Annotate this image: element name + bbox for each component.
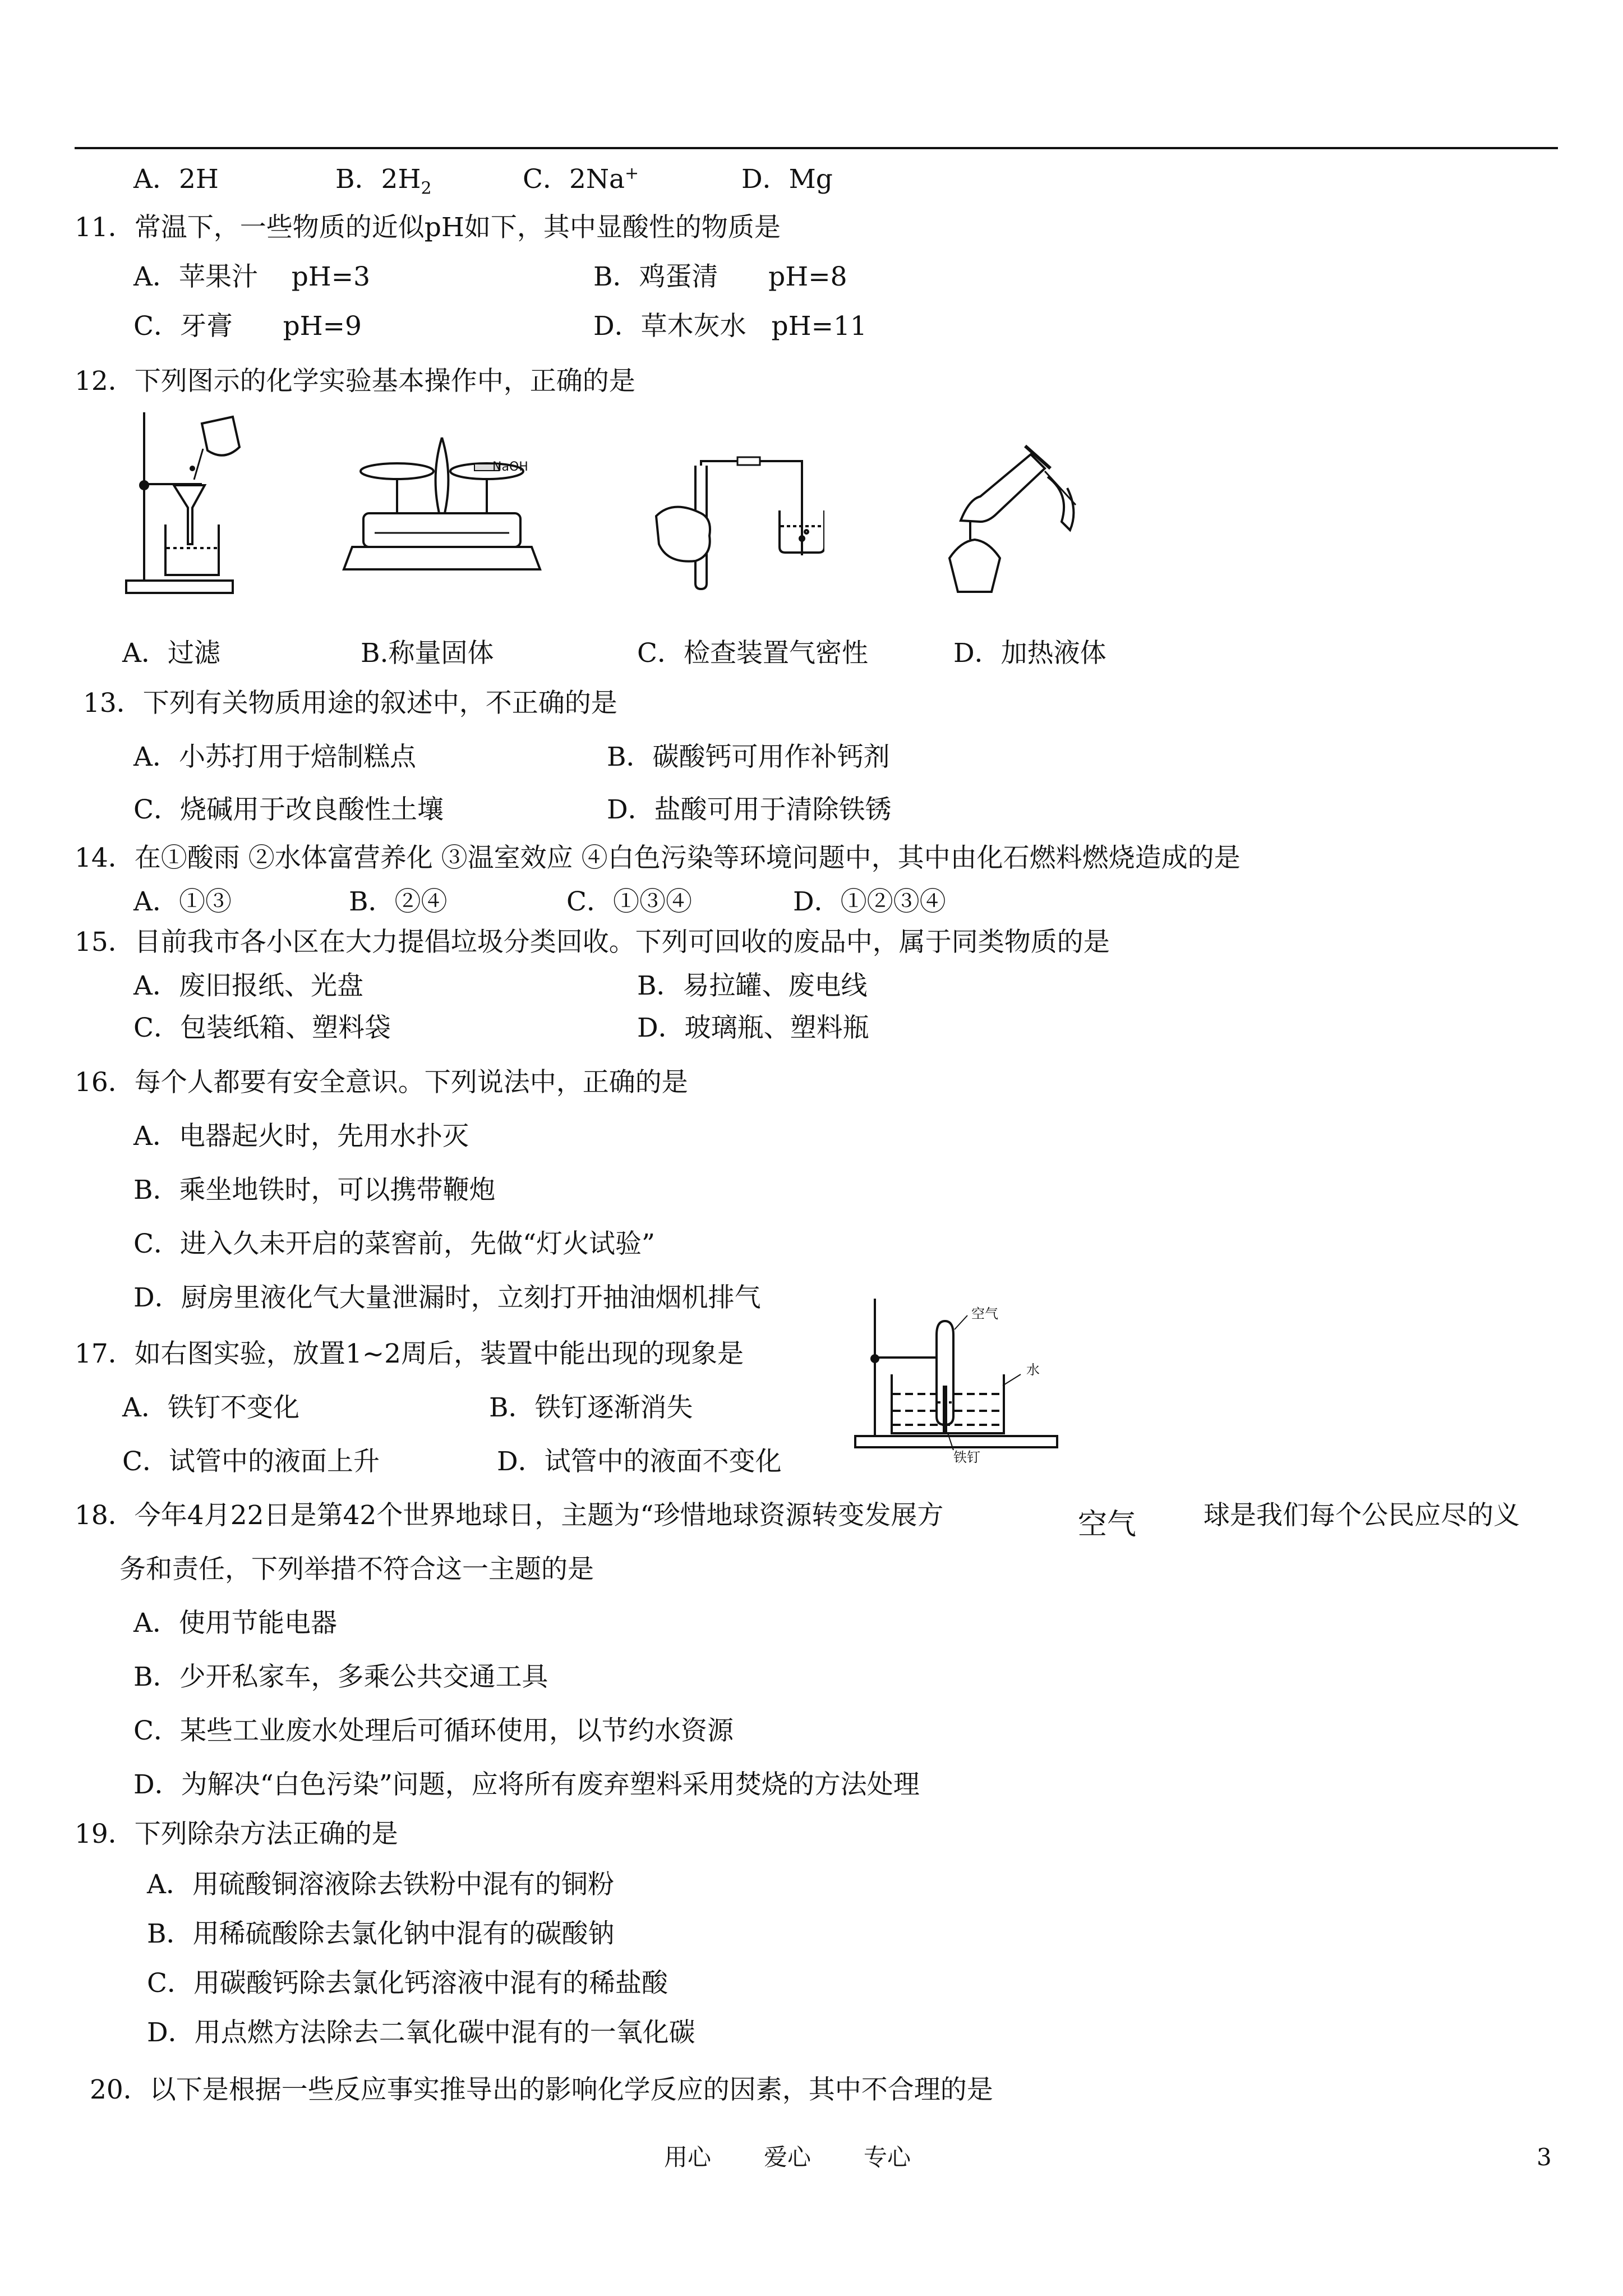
q10-option-c: C．2Na+: [523, 163, 639, 195]
q11-option-d: D．草木灰水 pH=11: [593, 311, 867, 342]
q16-option-a: A．电器起火时，先用水扑灭: [133, 1121, 469, 1152]
q19-option-a: A．用硫酸铜溶液除去铁粉中混有的铜粉: [147, 1869, 614, 1900]
q17-option-c: C．试管中的液面上升: [122, 1446, 380, 1477]
q14-option-d: D．①②③④: [793, 886, 946, 917]
q11-stem: 11．常温下，一些物质的近似pH如下，其中显酸性的物质是: [75, 212, 781, 243]
q13-option-d: D．盐酸可用于清除铁锈: [607, 794, 892, 825]
q13-option-b: B．碳酸钙可用作补钙剂: [607, 742, 890, 772]
naoh-label: NaOH: [492, 460, 528, 474]
q15-option-b: B．易拉罐、废电线: [637, 970, 868, 1001]
balance-figure: [335, 429, 548, 575]
q19-option-b: B．用稀硫酸除去氯化钠中混有的碳酸钠: [147, 1918, 615, 1949]
q19-stem: 19．下列除杂方法正确的是: [75, 1819, 398, 1849]
q18-option-d: D．为解决“白色污染”问题，应将所有废弃塑料采用焚烧的方法处理: [133, 1769, 920, 1800]
q14-stem: 14．在①酸雨 ②水体富营养化 ③温室效应 ④白色污染等环境问题中，其中由化石燃料燃烧造成的是: [75, 843, 1241, 873]
heating-liquid-figure: [935, 443, 1081, 600]
q12-option-b: B.称量固体: [361, 638, 494, 669]
q11-option-a: A．苹果汁 pH=3: [133, 261, 371, 292]
q10-option-b: B．$2H_2$: [335, 164, 432, 199]
q15-option-c: C．包装纸箱、塑料袋: [133, 1013, 391, 1043]
q16-option-d: D．厨房里液化气大量泄漏时，立刻打开抽油烟机排气: [133, 1282, 761, 1313]
q18-stem-line2: 务和责任，下列举措不符合这一主题的是: [119, 1554, 594, 1585]
q17-stem: 17．如右图实验，放置1~2周后，装置中能出现的现象是: [75, 1338, 744, 1369]
footer-motto-3: 专心: [864, 2143, 911, 2171]
q13-stem: 13．下列有关物质用途的叙述中，不正确的是: [83, 688, 617, 719]
q14-option-a: A．①③: [133, 886, 232, 917]
q13-option-c: C．烧碱用于改良酸性土壤: [133, 794, 444, 825]
q18-stem-part2: 球是我们每个公民应尽的义: [1204, 1500, 1520, 1531]
q11-option-c: C．牙膏 pH=9: [133, 311, 362, 342]
q16-option-c: C．进入久未开启的菜窖前，先做“灯火试验”: [133, 1228, 656, 1259]
q19-option-d: D．用点燃方法除去二氧化碳中混有的一氧化碳: [147, 2017, 695, 2048]
q10-option-d: D．Mg: [741, 164, 833, 195]
q16-stem: 16．每个人都要有安全意识。下列说法中，正确的是: [75, 1067, 688, 1098]
q18-stem-part1: 18．今年4月22日是第42个世界地球日，主题为“珍惜地球资源转变发展方: [75, 1500, 944, 1531]
footer-motto-1: 用心: [664, 2143, 712, 2171]
q12-stem: 12．下列图示的化学实验基本操作中，正确的是: [75, 366, 635, 397]
q12-option-a: A．过滤: [122, 638, 220, 669]
iron-nail-label: 铁钉: [953, 1450, 980, 1465]
q13-option-a: A．小苏打用于焙制糕点: [133, 742, 416, 772]
q18-option-b: B．少开私家车，多乘公共交通工具: [133, 1662, 548, 1692]
q20-stem: 20．以下是根据一些反应事实推导出的影响化学反应的因素，其中不合理的是: [90, 2074, 993, 2105]
q15-stem: 15．目前我市各小区在大力提倡垃圾分类回收。下列可回收的废品中，属于同类物质的是: [75, 927, 1110, 958]
q17-option-b: B．铁钉逐渐消失: [489, 1392, 693, 1423]
q18-overlay-air-text: 空气: [1078, 1508, 1137, 1542]
q14-option-b: B．②④: [349, 886, 448, 917]
page-number: 3: [1537, 2143, 1552, 2171]
q19-option-c: C．用碳酸钙除去氯化钙溶液中混有的稀盐酸: [147, 1968, 668, 1999]
q14-option-c: C．①③④: [566, 886, 692, 917]
q15-option-a: A．废旧报纸、光盘: [133, 970, 363, 1001]
q15-option-d: D．玻璃瓶、塑料瓶: [637, 1013, 869, 1043]
water-label: 水: [1026, 1362, 1040, 1378]
header-rule: [75, 147, 1558, 149]
q16-option-b: B．乘坐地铁时，可以携带鞭炮: [133, 1175, 496, 1205]
airtightness-figure: [639, 454, 824, 592]
q18-option-a: A．使用节能电器: [133, 1608, 337, 1639]
filtration-figure: [121, 401, 244, 597]
q17-option-d: D．试管中的液面不变化: [497, 1446, 782, 1477]
q11-option-b: B．鸡蛋清 pH=8: [593, 261, 847, 292]
q17-option-a: A．铁钉不变化: [122, 1392, 299, 1423]
q18-option-c: C．某些工业废水处理后可循环使用，以节约水资源: [133, 1715, 734, 1746]
air-label: 空气: [971, 1306, 998, 1322]
q10-option-a: A．2H: [133, 164, 219, 195]
footer-motto-2: 爱心: [764, 2143, 811, 2171]
q12-option-c: C．检查装置气密性: [637, 638, 868, 669]
q12-option-d: D．加热液体: [953, 638, 1106, 669]
